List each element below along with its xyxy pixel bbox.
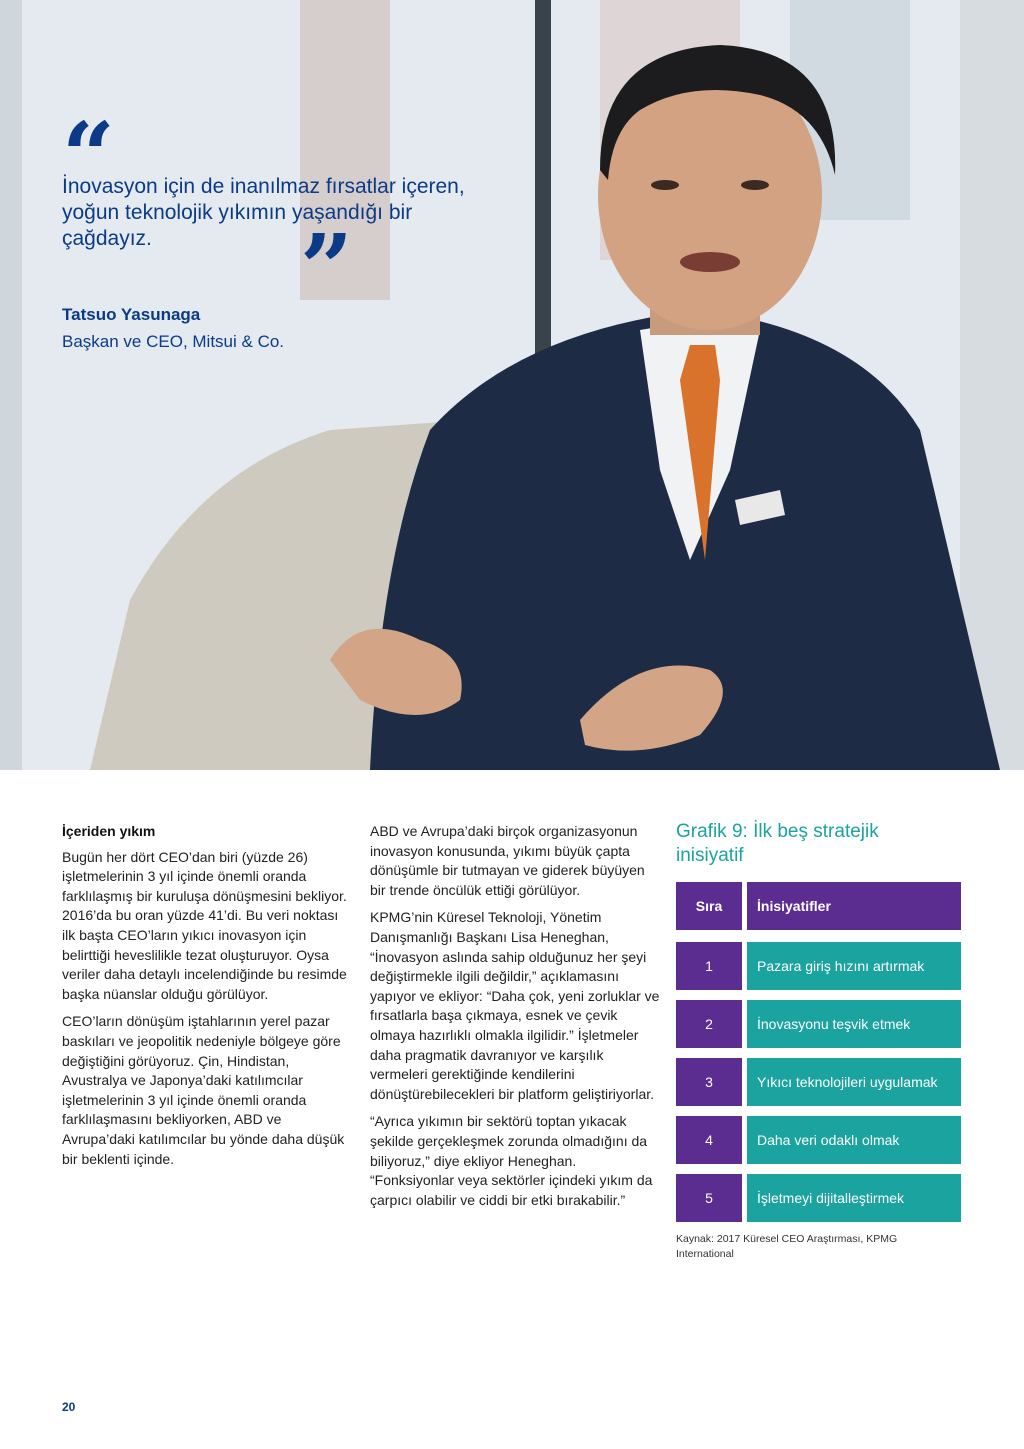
table-row bbox=[676, 1058, 966, 1106]
paragraph: KPMG’nin Küresel Teknoloji, Yönetim Danışmanlığı Başkanı Lisa Heneghan, “İnovasyon aslında sahip olduğunuz her şeyi değiştirmekle ilgili değildir,” açıklamasını yapıyor ve ekliyor: “Daha çok, yeni zorluklar ve fırsatlarla başa çıkmaya, esnek ve çevik olmaya hazırlıklı olmakla ilgilidir.” İşletmeler daha pragmatik davranıyor ve karşılık vermeleri gerektiğinde kendilerini dönüştürebilecekleri bir platform geliştiriyorlar. bbox=[370, 909, 660, 1102]
initiatives-table bbox=[676, 820, 966, 1262]
rank-cell: 4 bbox=[676, 1116, 742, 1164]
table-source: Kaynak: 2017 Küresel CEO Araştırması, KPMG International bbox=[676, 1233, 898, 1260]
initiative-cell: Yıkıcı teknolojileri uygulamak bbox=[747, 1058, 961, 1106]
rank-cell: 5 bbox=[676, 1174, 742, 1222]
quote-author-role: Başkan ve CEO, Mitsui & Co. bbox=[62, 332, 285, 351]
section-heading: İçeriden yıkım bbox=[62, 823, 156, 839]
quote-author-name: Tatsuo Yasunaga bbox=[62, 305, 201, 324]
table-row bbox=[676, 1000, 966, 1048]
table-row bbox=[676, 1116, 966, 1164]
pull-quote: İnovasyon için de inanılmaz fırsatlar içeren, yoğun teknolojik yıkımın yaşandığı bir çağdayız. bbox=[62, 175, 465, 250]
rank-cell: 3 bbox=[676, 1058, 742, 1106]
paragraph: CEO’ların dönüşüm iştahlarının yerel pazar baskıları ve jeopolitik nedeniyle bölgeye göre değiştiğini görüyoruz. Çin, Hindistan, Avustralya ve Japonya’daki katılımcılar işletmelerinin 3 yıl içinde önemli oranda farklılaşmasını bekliyorken, ABD ve Avrupa’daki katılımcılar bu yönde daha düşük bir beklenti içinde. bbox=[62, 1013, 345, 1167]
initiative-cell: Daha veri odaklı olmak bbox=[747, 1116, 961, 1164]
rank-cell: 1 bbox=[676, 942, 742, 990]
table-header-row bbox=[676, 882, 966, 930]
initiative-cell: İşletmeyi dijitalleştirmek bbox=[747, 1174, 961, 1222]
table-row bbox=[676, 1174, 966, 1222]
paragraph: “Ayrıca yıkımın bir sektörü toptan yıkacak şekilde gerçekleşmek zorunda olmadığını da biliyoruz,” diye ekliyor Heneghan. “Fonksiyonlar veya sektörler içindeki yıkım da çarpıcı olabilir ve ciddi bir etki bırakabilir.” bbox=[370, 1113, 653, 1208]
close-quote-mark: ” bbox=[300, 214, 353, 322]
open-quote-mark: “ bbox=[62, 102, 115, 210]
paragraph: ABD ve Avrupa’daki birçok organizasyonun inovasyon konusunda, yıkımı büyük çapta dönüşümle bir tutmayan ve giderek büyüyen bir trende öncülük ettiği görülüyor. bbox=[370, 823, 645, 898]
header-rank: Sıra bbox=[676, 882, 742, 930]
header-initiative: İnisiyatifler bbox=[747, 882, 961, 930]
initiative-cell: İnovasyonu teşvik etmek bbox=[747, 1000, 961, 1048]
article-column-2 bbox=[370, 822, 660, 1218]
article-column-1 bbox=[62, 822, 347, 1177]
table-title: Grafik 9: İlk beş stratejik inisiyatif bbox=[676, 821, 879, 866]
page-number: 20 bbox=[62, 1400, 76, 1414]
paragraph: Bugün her dört CEO’dan biri (yüzde 26) işletmelerinin 3 yıl içinde önemli oranda farklılaşmış bir kuruluşa dönüşmesini bekliyor. 2016’da bu oran yüzde 41’di. Bu veri noktası ilk başta CEO’ların yıkıcı inovasyon için belirttiği heveslilikle tezat oluşturuyor. Oysa veriler daha detaylı incelendiğinde bu resimde başka nüanslar olduğu görülüyor. bbox=[62, 848, 347, 1002]
initiative-cell: Pazara giriş hızını artırmak bbox=[747, 942, 961, 990]
rank-cell: 2 bbox=[676, 1000, 742, 1048]
table-row bbox=[676, 942, 966, 990]
